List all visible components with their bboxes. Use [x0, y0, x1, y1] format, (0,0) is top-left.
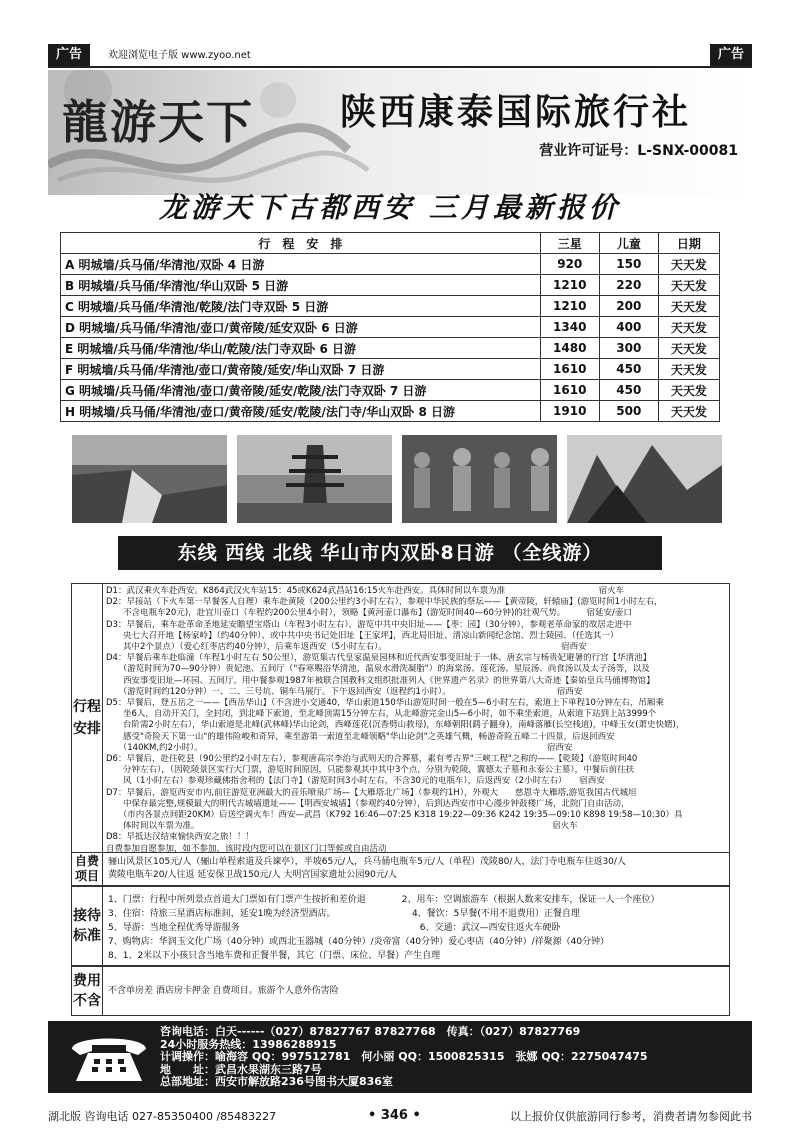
itinerary-lines [106, 586, 723, 855]
ad-label-left: 广告 [48, 44, 90, 66]
price-row [61, 275, 720, 296]
footer [48, 1108, 752, 1124]
itinerary-line: D2：早接站（下火车第一早餐客人自理）乘车赴黄陵（200公里约3小时左右），参观中华民族的祭坛——【黄帝陵，轩辕庙】(游览时间1小时左右， [106, 597, 663, 608]
reception-line: 5、导游：当地全程优秀导游服务 6、交通：武汉—西安往返火车硬卧 [108, 923, 561, 933]
contact-line: 24小时服务热线：13986288915 [160, 1037, 337, 1051]
itinerary-line: D1：武汉乘火车赴西安。K864武汉火车站15：45或K624武昌站16:15火车赴西安。具体时间以车票为准 宿火车 [106, 586, 625, 596]
photo-terracotta [402, 435, 557, 523]
price-star3: 1340 [540, 317, 599, 338]
itinerary-line: D6：早餐后，赴往乾县（90公里约2小时左右），参观唐高宗李治与武则天的合葬墓，素有考古界"三峡工程"之称的——【乾陵】（游览时间40 [106, 754, 638, 765]
price-star3: 1610 [540, 359, 599, 380]
price-table [60, 232, 720, 422]
excluded-text: 不含单房差 酒店房卡押金 自费项目。旅游个人意外伤害险 [108, 986, 339, 996]
price-child: 450 [599, 380, 658, 401]
route-cell: H 明城墙/兵马俑/华清池/壶口/黄帝陵/延安/乾陵/法门寺/华山双卧 8 日游 [61, 401, 541, 422]
tour-banner: 东线 西线 北线 华山市内双卧8日游 （全线游） [118, 536, 662, 570]
header [48, 70, 752, 195]
price-row [61, 401, 720, 422]
itinerary-line: 风（1小时左右）参观珍藏佛指舍利的【法门寺】（游览时间3小时左右，不含30元的电瓶车），后返西安（2小时左右） 宿西安 [106, 776, 605, 787]
price-row [61, 317, 720, 338]
top-url[interactable]: 欢迎浏览电子版 www.zyoo.net [108, 50, 251, 61]
footer-disclaimer: 以上报价仅供旅游同行参考，消费者请勿参阅此书 [510, 1110, 752, 1123]
itinerary-line: 中保存最完整,规模最大的明代古城墙遗址——【明西安城墙】（参观约40分钟），后到达西安市中心漫步钟鼓楼广场，北院门自由活动， [106, 798, 630, 809]
footer-left: 湖北版 咨询电话 027-85350400 /85483227 [48, 1110, 277, 1123]
route-cell: B 明城墙/兵马俑/华清池/华山双卧 5 日游 [61, 275, 541, 296]
company-name: 陕西康泰国际旅行社 [340, 91, 692, 133]
reception-line: 7、购物店：华润玉文化广场（40分钟）或西北玉器城（40分钟）/炎帝富（40分钟）爱心枣店（40分钟）/祥聚源（40分钟） [108, 937, 610, 947]
price-child: 500 [599, 401, 658, 422]
photo-strip [72, 435, 722, 523]
price-table-header [61, 233, 720, 254]
contact-line: 计调操作：喻海容 QQ：997512781 何小丽 QQ：1500825315 张娜 QQ：2275047475 [160, 1050, 648, 1063]
self-pay-label: 自费项目 [72, 853, 103, 885]
route-cell: E 明城墙/兵马俑/华清池/华山/乾陵/法门寺双卧 6 日游 [61, 338, 541, 359]
col-star3: 三星 [540, 233, 599, 254]
itinerary-line: 感受"奇险天下第一山"的雄伟险峻和奇异，乘至游第一索道至北峰领略"华山论剑"之英雄气概，畅游奇险五峰二十四景，后返回西安 [106, 731, 615, 742]
price-row [61, 359, 720, 380]
itinerary-line: D8：早抵达汉结束愉快西安之旅！！！ [106, 832, 254, 843]
departure-date: 天天发 [658, 380, 719, 401]
route-cell: G 明城墙/兵马俑/华清池/壶口/黄帝陵/延安/乾陵/法门寺双卧 7 日游 [61, 380, 541, 401]
contact-line: 地 址：武昌水果湖东三路7号 [160, 1062, 322, 1076]
photo-pagoda [237, 435, 392, 523]
brand-calligraphy: 龍游天下 [62, 95, 254, 149]
price-star3: 1910 [540, 401, 599, 422]
price-row [61, 254, 720, 275]
itinerary-line: （140KM,约2小时）。 宿西安 [106, 742, 573, 753]
reception-box [71, 886, 730, 966]
col-date: 日期 [658, 233, 719, 254]
departure-date: 天天发 [658, 338, 719, 359]
price-star3: 1610 [540, 380, 599, 401]
price-row [61, 338, 720, 359]
itinerary-line: （市内各景点间距20KM）后送空调火车！西安—武昌（K792 16:46—07:25 K318 19:22—09:36 K242 19:35—09:10 K898 19:58—10:30）具 [106, 810, 683, 821]
top-divider [48, 66, 752, 68]
price-child: 150 [599, 254, 658, 275]
price-row [61, 380, 720, 401]
itinerary-line: 央七大召开地【杨家岭】（约40分钟）、或中共中央书记处旧址【王家坪】，西北局旧址、清凉山新闻纪念馆、烈士陵园、（任选其一） [106, 630, 619, 641]
itinerary-line: 西安事变旧址—环园、五间厅。用中餐参观1987年被联合国教科文组织批准列入《世界遗产名录》的世界第八大奇迹【秦始皇兵马俑博物馆】 [106, 675, 655, 686]
route-cell: F 明城墙/兵马俑/华清池/壶口/黄帝陵/延安/华山双卧 7 日游 [61, 359, 541, 380]
price-star3: 1210 [540, 296, 599, 317]
col-child: 儿童 [599, 233, 658, 254]
route-cell: D 明城墙/兵马俑/华清池/壶口/黄帝陵/延安双卧 6 日游 [61, 317, 541, 338]
reception-line: 1、门票：行程中所列景点首道大门票如有门票产生按折和差价退 2、用车：空调旅游车（根据人数来安排车，保证一人一个座位） [108, 895, 660, 905]
self-pay-line: 黄陵电瓶车20/人往返 延安保卫战150元/人 大明宫国家遗址公园90元/人 [108, 870, 397, 880]
departure-date: 天天发 [658, 275, 719, 296]
price-star3: 920 [540, 254, 599, 275]
departure-date: 天天发 [658, 296, 719, 317]
self-pay-line: 骊山风景区105元/人（骊山单程索道及兵谏亭），半坡65元/人，兵马俑电瓶车5元/人（单程）茂陵80/人，法门寺电瓶车往返30/人 [108, 857, 626, 867]
contact-lines [160, 1026, 648, 1089]
contact-panel [48, 1021, 752, 1093]
price-star3: 1210 [540, 275, 599, 296]
col-route: 行 程 安 排 [61, 233, 541, 254]
itinerary-line: 台阶需2小时左右），华山索道是北峰(武林峰)华山论剑，西峰莲花(沉香劈山救母)，东峰朝阳(鹞子翻身)，南峰落雁(长空栈道)，中峰玉女(萧史快婿)， [106, 720, 685, 731]
reception-label: 接待标准 [72, 887, 103, 965]
itinerary-line: （游览时间为70—90分钟）贵妃池、五间厅（"春寒赐浴华清池，温泉水滑洗凝脂"）的海棠汤、莲花汤、星辰汤、尚食汤以及太子汤等，以及 [106, 664, 650, 675]
itinerary-label: 行程安排 [72, 584, 103, 852]
excluded-label: 费用不含 [72, 967, 103, 1015]
itinerary-line: D4：早餐后乘车赴临潼（车程1小时左右 50公里），游览集古代皇家温泉园林和近代西安事变旧址于一体、唐玄宗与杨贵妃避暑的行宫【华清池】 [106, 653, 652, 664]
page-number: • 346 • [368, 1108, 421, 1123]
itinerary-line: D7：早餐后，游览西安市内,前往游览亚洲最大的音乐喷泉广场—【大雁塔北广场】（参观约1H），外观大 慈恩寺大雁塔,游览我国古代城垣 [106, 787, 637, 798]
price-row [61, 296, 720, 317]
route-cell: C 明城墙/兵马俑/华清池/乾陵/法门寺双卧 5 日游 [61, 296, 541, 317]
price-child: 300 [599, 338, 658, 359]
excluded-box [71, 966, 730, 1016]
self-pay-lines [108, 856, 725, 882]
departure-date: 天天发 [658, 401, 719, 422]
itinerary-line: D3：早餐后，乘车赴革命圣地延安瞻望宝塔山（车程3小时左右），游览中共中央旧址——【枣：园】（30分钟），参观老革命家的故居走进中 [106, 619, 632, 630]
departure-date: 天天发 [658, 254, 719, 275]
itinerary-line: 坐6人，自动开关门，全封闭，到北峰下索道，至北峰顶需15分钟左右，从北峰游完金山5—6小时，如不乘坐索道，从索道下站到上站3999个 [106, 709, 657, 720]
ad-label-right: 广告 [710, 44, 752, 66]
photo-mountain [567, 435, 722, 523]
price-child: 220 [599, 275, 658, 296]
photo-waterfall [72, 435, 227, 523]
itinerary-line: D5：早餐后，登五岳之一——【西岳华山】（不含进小交通40，华山索道150华山游览时间一般在5—6小时左右，索道上下单程10分钟左右，吊厢乘 [106, 698, 664, 709]
reception-lines [108, 893, 725, 963]
contact-line: 咨询电话：白天------（027）87827767 87827768 传真：（027）87827769 [160, 1025, 581, 1038]
contact-line: 总部地址：西安市解放路236号图书大厦836室 [160, 1075, 393, 1088]
departure-date: 天天发 [658, 317, 719, 338]
itinerary-line: （游览时间约120分钟）一、二、三号坑、铜车马展厅。下午返回西安（返程约1小时）。 宿西安 [106, 686, 583, 697]
slogan: 龙游天下古都西安 三月最新报价 [159, 191, 621, 224]
self-pay-box [71, 852, 730, 886]
license-number: 营业许可证号：L-SNX-00081 [539, 143, 738, 159]
telephone-icon [66, 1029, 152, 1085]
reception-line: 3、住宿：待旅三星酒店标准间，延安1晚为经济型酒店。 4、餐饮：5早餐(不用不退费用）正餐自理 [108, 909, 580, 919]
itinerary-line: 分钟左右），（因乾陵景区实行大门票，游览时间原因，只能参观其中其中3个点，分别为乾陵，翼德太子墓和永泰公主墓），中餐后前往扶 [106, 765, 635, 776]
price-star3: 1480 [540, 338, 599, 359]
price-child: 400 [599, 317, 658, 338]
itinerary-line: 自费参加自愿参加，如不参加，该时段内您可以在景区门口等候或自由活动 [106, 843, 387, 854]
price-child: 450 [599, 359, 658, 380]
itinerary-box [71, 583, 730, 853]
departure-date: 天天发 [658, 359, 719, 380]
price-child: 200 [599, 296, 658, 317]
itinerary-line: 其中2个景点）（爱心红枣店约40分钟），后乘车返西安（5小时左右）。 宿西安 [106, 642, 587, 653]
itinerary-line: 不含电瓶车20元)，赴宜川壶口（车程约200公里4小时），领略【黄河壶口瀑布】(游览时间40—60分钟)的壮观气势。 宿延安/壶口 [106, 608, 632, 619]
route-cell: A 明城墙/兵马俑/华清池/双卧 4 日游 [61, 254, 541, 275]
reception-line: 8、1、2米以下小孩只含当地车费和正餐半餐，其它（门票、床位、早餐）产生自理 [108, 951, 441, 961]
itinerary-line: 体时间以车票为准。 宿火车 [106, 821, 578, 832]
